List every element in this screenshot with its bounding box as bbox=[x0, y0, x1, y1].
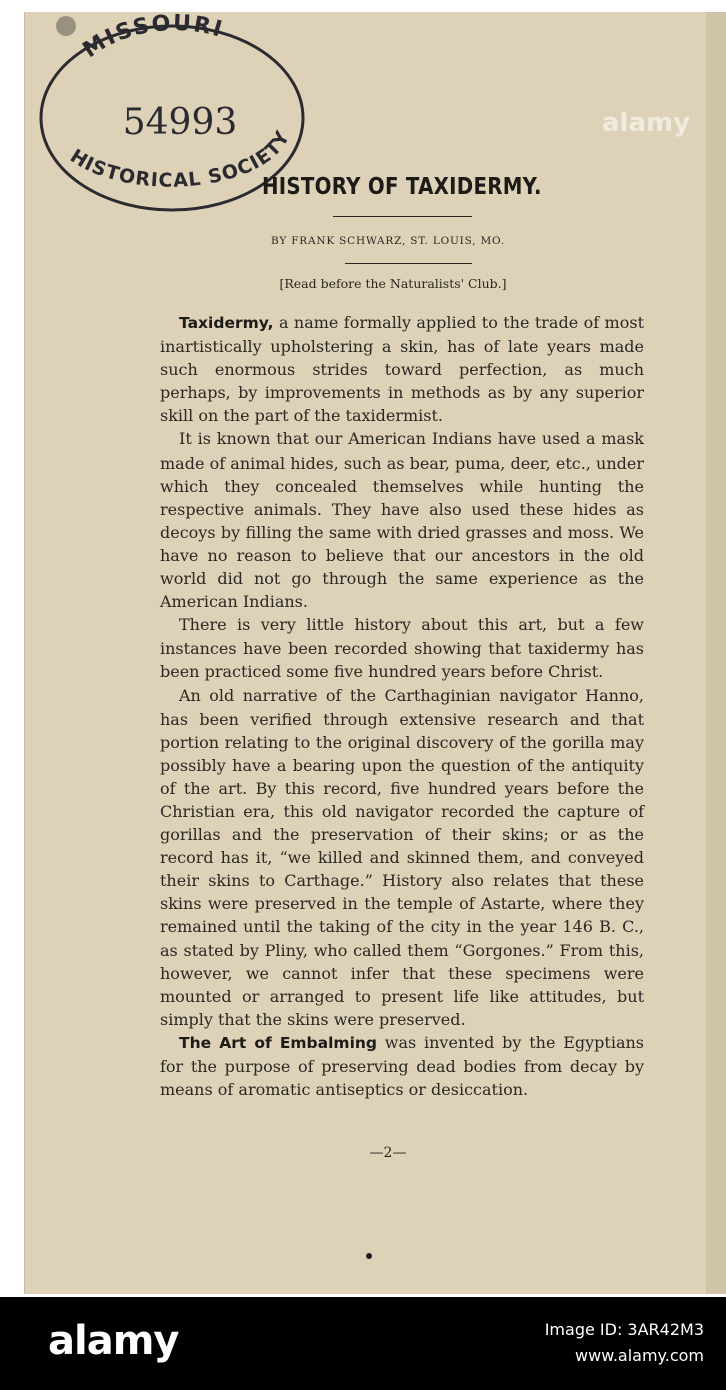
paragraph bbox=[160, 311, 644, 427]
alamy-logo: alamy bbox=[48, 1318, 179, 1364]
byline: BY FRANK SCHWARZ, ST. LOUIS, MO. bbox=[271, 235, 505, 247]
watermark: alamy bbox=[602, 108, 691, 138]
title-rule bbox=[333, 216, 472, 217]
page-number: —2— bbox=[369, 1145, 407, 1161]
paragraph-text: a name formally applied to the trade of most inartistically upholstering a skin, has of late years made such enormous strides toward perfection, as much perhaps, by improvements in methods as by any superior skill on the part of the taxidermist. bbox=[160, 313, 644, 426]
ink-dot bbox=[366, 1253, 372, 1259]
stamp-bottom-text: HISTORICAL SOCIETY bbox=[66, 127, 295, 192]
paragraph bbox=[160, 684, 644, 1031]
paragraph bbox=[160, 427, 644, 613]
paragraph-text: There is very little history about this art, but a few instances have been recorded showing that taxidermy has been practiced some five hundred years before Christ. bbox=[160, 615, 644, 682]
stamp-top-text: MISSOURI bbox=[78, 10, 227, 64]
paragraph-text: was invented by the Egyptians for the purpose of preserving dead bodies from decay by means of aromatic antiseptics or desiccation. bbox=[160, 1032, 644, 1100]
read-before-note: [Read before the Naturalists' Club.] bbox=[279, 276, 507, 291]
stamp-number: 54993 bbox=[122, 102, 238, 143]
image-id: Image ID: 3AR42M3 bbox=[544, 1320, 704, 1339]
site-url: www.alamy.com bbox=[575, 1346, 704, 1365]
paragraph bbox=[160, 1031, 644, 1101]
paragraph bbox=[160, 613, 644, 683]
byline-rule bbox=[345, 263, 472, 264]
paragraph-lead: The Art of Embalming bbox=[179, 1033, 378, 1052]
article-body bbox=[160, 311, 644, 1101]
page-title: HISTORY OF TAXIDERMY. bbox=[262, 174, 542, 200]
paragraph-text: It is known that our American Indians have used a mask made of animal hides, such as bear, puma, deer, etc., under which they concealed themselves while hunting the respective animals. They have also used these hides as decoys by filling the same with dried grasses and moss. We have no reason to believe that our ancestors in the old world did not go through the same experience as the American Indians. bbox=[160, 429, 644, 612]
paragraph-text: An old narrative of the Carthaginian navigator Hanno, has been verified through extensive research and that portion relating to the original discovery of the gorilla may possibly have a bearing upon the question of the antiquity of the art. By this record, five hundred years before the Christian era, this old navigator recorded the capture of gorillas and the preservation of their skins; or as the record has it, “we killed and skinned them, and conveyed their skins to Carthage.” History also relates that these skins were preserved in the temple of Astarte, where they remained until the taking of the city in the year 146 B. C., as stated by Pliny, who called them “Gorgones.” From this, however, we cannot infer that these specimens were mounted or arranged to present life like attitudes, but simply that the skins were preserved. bbox=[160, 685, 644, 1029]
paragraph-lead: Taxidermy, bbox=[179, 314, 274, 332]
